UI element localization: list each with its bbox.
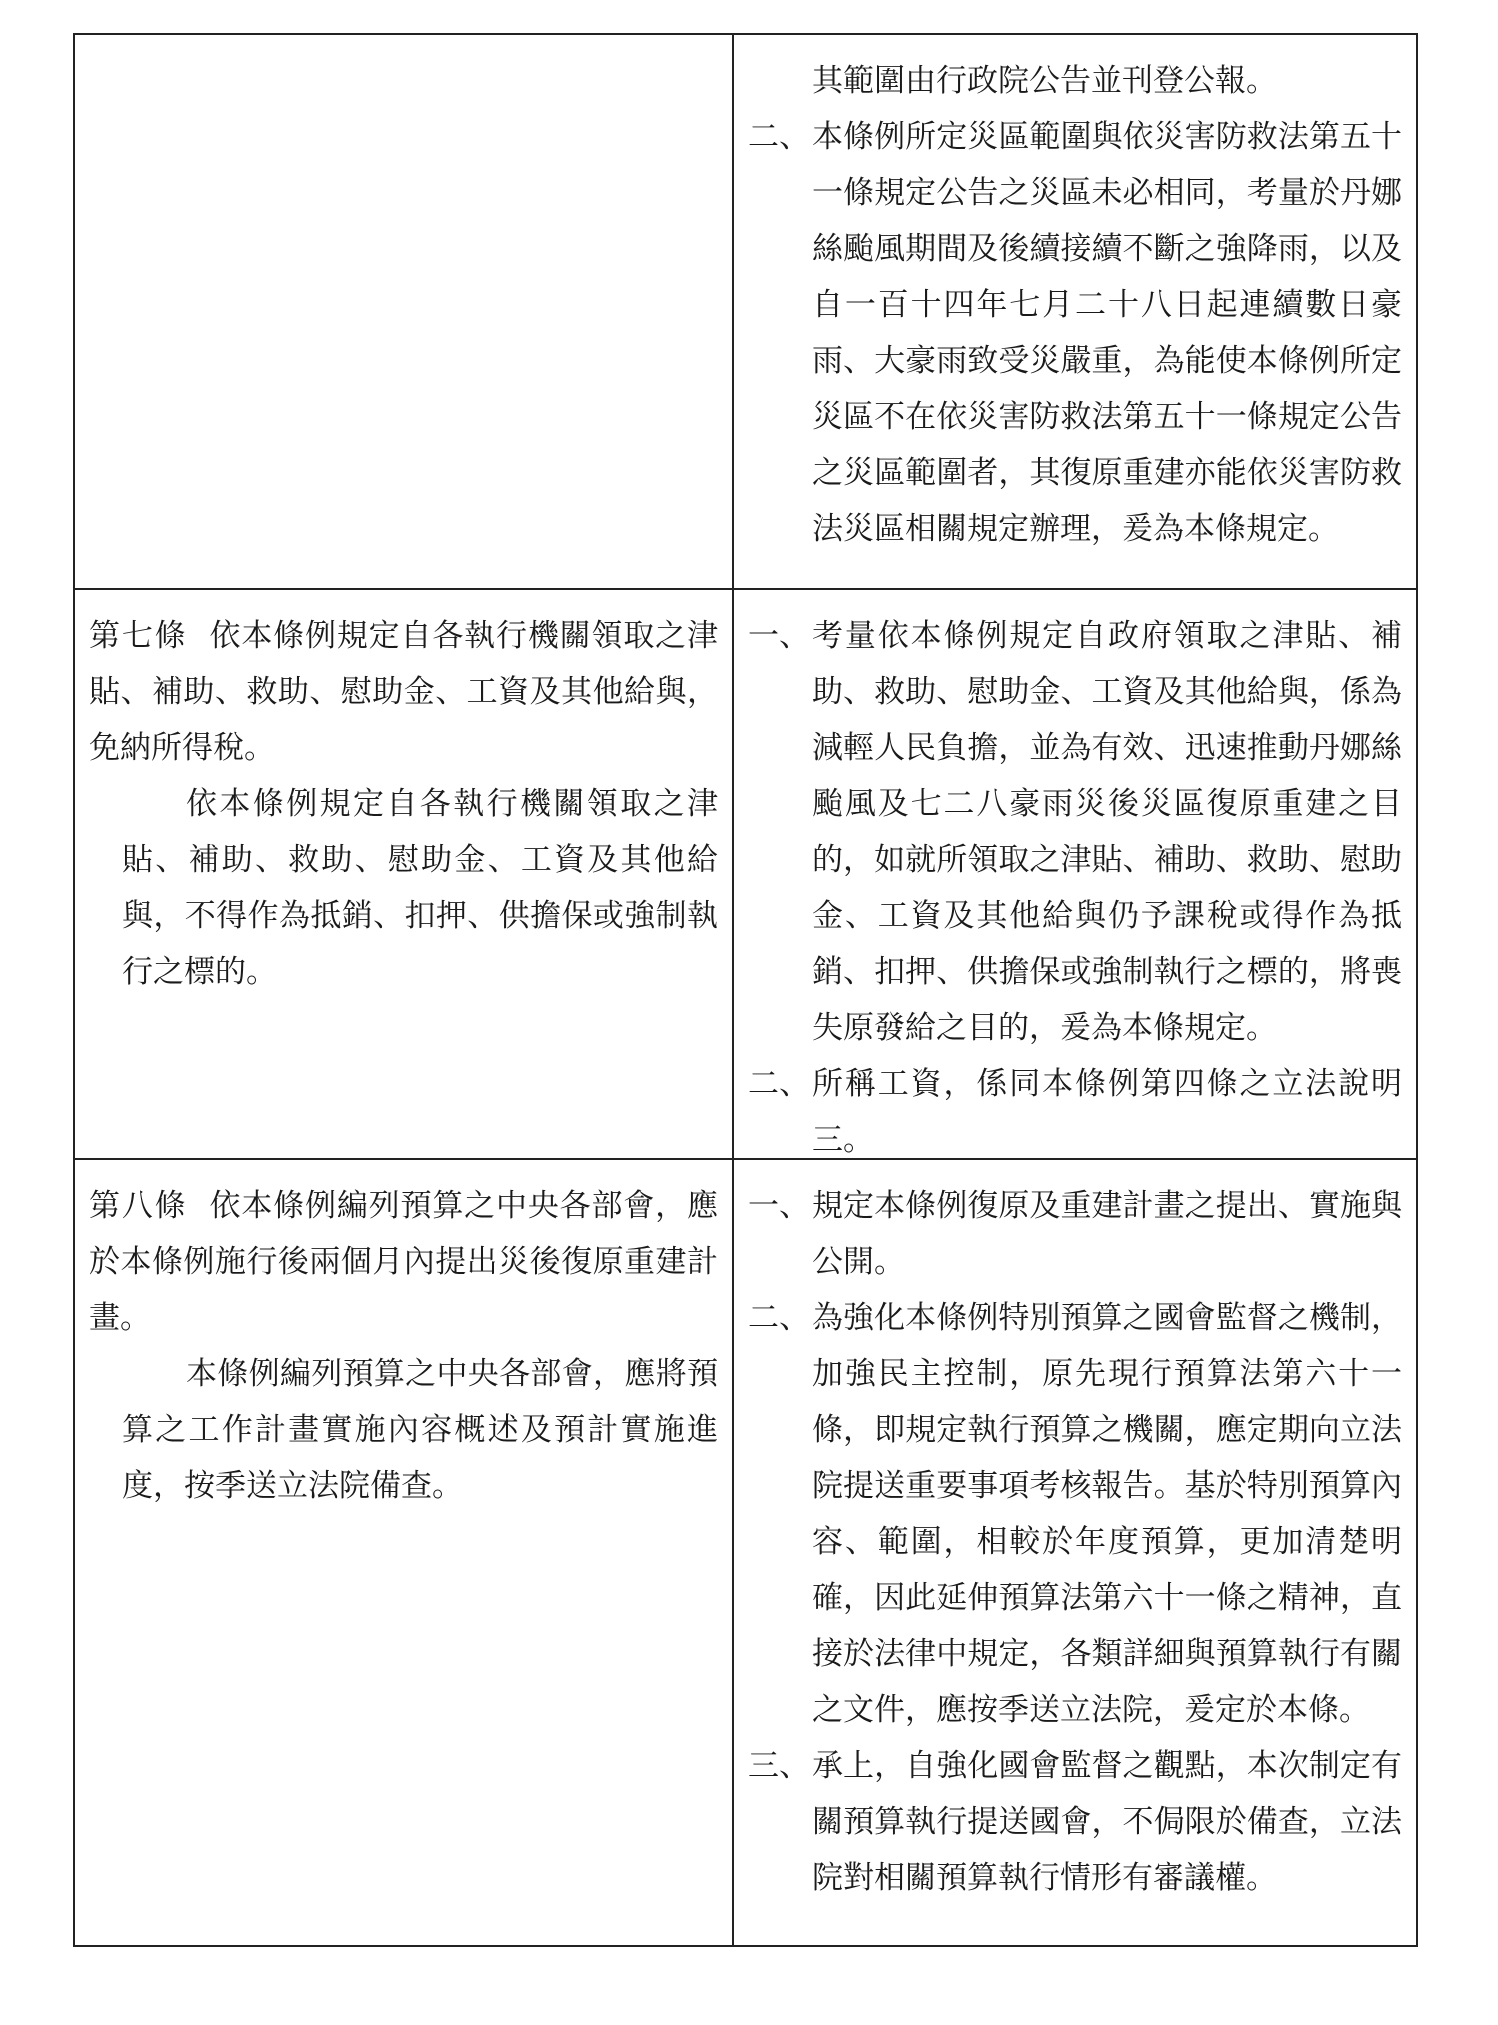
row-2-explanation-cell [734,590,1416,1160]
article-paragraph: 依本條例規定自各執行機關領取之津貼、補助、救助、慰助金、工資及其他給與，不得作為抵銷、扣押、供擔保或強制執行之標的。 [122,786,718,990]
article-first-text: 依本條例規定自各執行機關領取之津貼、補助、救助、慰助金、工資及其他給與，免納所得稅。 [89,618,718,766]
row-2-article-cell [75,590,734,1160]
row-1-article-cell [75,35,734,590]
row-3-article-cell [75,1160,734,1945]
article-title: 第八條 [89,1188,188,1224]
row-3-explanation-cell [734,1160,1416,1945]
explanation-item-number: 三、 [748,1748,810,1784]
article-first-paragraph [89,608,718,776]
article-first-paragraph [89,1178,718,1346]
article-paragraph: 本條例編列預算之中央各部會，應將預算之工作計畫實施內容概述及預計實施進度，按季送立法院備查。 [122,1356,718,1504]
explanation-item-number: 二、 [748,1066,810,1102]
explanation-item-text: 所稱工資，係同本條例第四條之立法說明三。 [812,1066,1402,1158]
explanation-item-text: 考量依本條例規定自政府領取之津貼、補助、救助、慰助金、工資及其他給與，係為減輕人民負擔，並為有效、迅速推動丹娜絲颱風及七二八豪雨災後災區復原重建之目的，如就所領取之津貼、補助、救助、慰助金、工資及其他給與仍予課稅或得作為抵銷、扣押、供擔保或強制執行之標的，將喪失原發給之目的，爰為本條規定。 [812,618,1402,1046]
explanation-item-text: 承上，自強化國會監督之觀點，本次制定有關預算執行提送國會，不侷限於備查，立法院對相關預算執行情形有審議權。 [812,1748,1402,1896]
explanation-item-number: 一、 [748,1188,810,1224]
explanation-item-text: 為強化本條例特別預算之國會監督之機制，加強民主控制，原先現行預算法第六十一條，即規定執行預算之機關，應定期向立法院提送重要事項考核報告。基於特別預算內容、範圍，相較於年度預算，更加清楚明確，因此延伸預算法第六十一條之精神，直接於法律中規定，各類詳細與預算執行有關之文件，應按季送立法院，爰定於本條。 [812,1300,1402,1728]
explanation-item-number: 一、 [748,618,810,654]
explanation-item [748,109,1402,557]
explanation-item [748,1178,1402,1290]
article-title: 第七條 [89,618,188,654]
explanation-continuation: 其範圍由行政院公告並刊登公報。 [812,63,1277,99]
explanation-item [748,1290,1402,1738]
explanation-item-text: 本條例所定災區範圍與依災害防救法第五十一條規定公告之災區未必相同，考量於丹娜絲颱風期間及後續接續不斷之強降雨，以及自一百十四年七月二十八日起連續數日豪雨、大豪雨致受災嚴重，為能使本條例所定災區不在依災害防救法第五十一條規定公告之災區範圍者，其復原重建亦能依災害防救法災區相關規定辦理，爰為本條規定。 [812,119,1402,547]
explanation-item [748,1056,1402,1160]
comparison-table [73,33,1418,1947]
article-first-text: 依本條例編列預算之中央各部會，應於本條例施行後兩個月內提出災後復原重建計畫。 [89,1188,718,1336]
explanation-item-text: 規定本條例復原及重建計畫之提出、實施與公開。 [812,1188,1402,1280]
explanation-item-number: 二、 [748,119,810,155]
explanation-item [748,608,1402,1056]
explanation-item-number: 二、 [748,1300,810,1336]
row-1-explanation-cell [734,35,1416,590]
explanation-item [748,1738,1402,1906]
